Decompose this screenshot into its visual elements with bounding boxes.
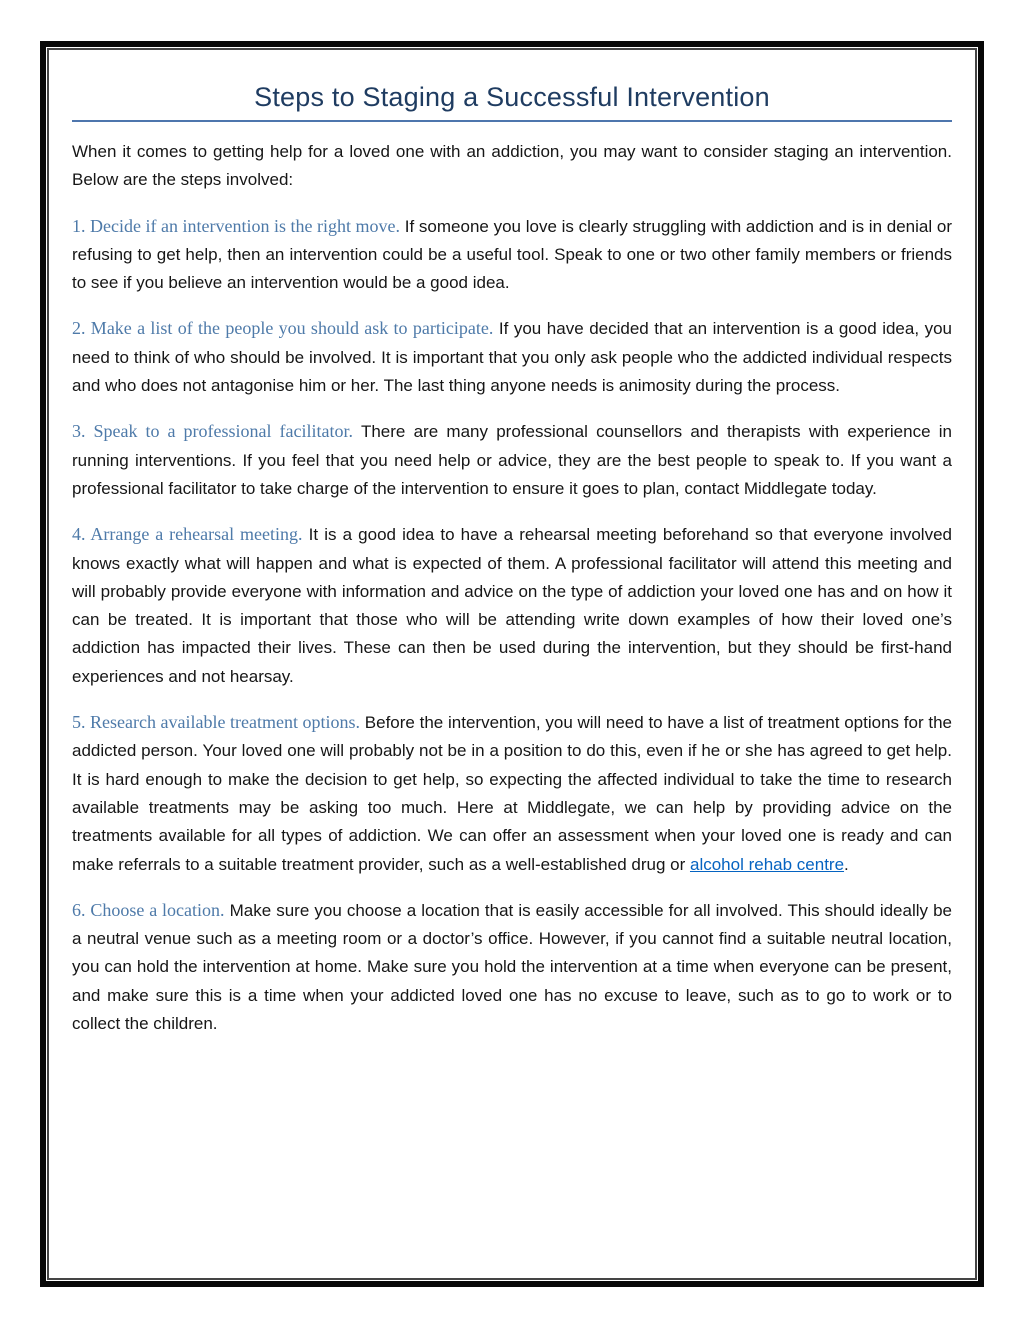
step-4-body: It is a good idea to have a rehearsal meeting beforehand so that everyone involved knows exactly what will happen and what is expected of them. A professional facilitator will attend this meeting and will probably provide everyone with information and advice on the type of addiction your loved one has and on how it can be treated. It is important that those who will be attending write down examples of how their loved one’s addiction has impacted their lives. These can then be used during the intervention, but they should be first-hand experiences and not hearsay. xyxy=(72,525,952,686)
page-border-frame xyxy=(40,41,984,1287)
step-paragraph-2 xyxy=(72,314,952,400)
step-1-body: If someone you love is clearly struggling with addiction and is in denial or refusing to get help, then an intervention could be a useful tool. Speak to one or two other family members or friends to see if you believe an intervention would be a good idea. xyxy=(72,216,952,293)
step-6-lead: 6. Choose a location. xyxy=(72,899,225,920)
title-rule xyxy=(72,120,952,122)
step-paragraph-1 xyxy=(72,212,952,298)
step-paragraph-5 xyxy=(72,708,952,879)
step-3-lead: 3. Speak to a professional facilitator. xyxy=(72,421,354,442)
step-paragraph-4 xyxy=(72,520,952,691)
step-5-body-end: . xyxy=(844,854,849,874)
alcohol-rehab-centre-link[interactable]: alcohol rehab centre xyxy=(689,854,845,874)
step-paragraph-3 xyxy=(72,417,952,503)
step-3-body: There are many professional counsellors and therapists with experience in running interventions. If you feel that you need help or advice, they are the best people to speak to. If you want a professional facilitator to take charge of the intervention to ensure it goes to plan, contact Middlegate today. xyxy=(72,422,952,498)
document-content xyxy=(49,50,975,1278)
step-5-body: Before the intervention, you will need to have a list of treatment options for the addicted person. Your loved one will probably not be in a position to do this, even if he or she has agreed to get help. It is hard enough to make the decision to get help, so expecting the affected individual to take the time to research available treatments may be asking too much. Here at Middlegate, we can help by providing advice on the treatments available for all types of addiction. We can offer an assessment when your loved one is ready and can make referrals to a suitable treatment provider, such as a well-established drug or xyxy=(72,713,953,874)
step-paragraph-6 xyxy=(72,896,952,1038)
step-4-lead: 4. Arrange a rehearsal meeting. xyxy=(72,524,303,545)
step-2-body: If you have decided that an intervention is a good idea, you need to think of who should be involved. It is important that you only ask people who the addicted individual respects and who does not antagonise him or her. The last thing anyone needs is animosity during the process. xyxy=(72,319,952,396)
step-6-body: Make sure you choose a location that is easily accessible for all involved. This should ideally be a neutral venue such as a meeting room or a doctor’s office. However, if you cannot find a suitable neutral location, you can hold the intervention at home. Make sure you hold the intervention at a time when everyone can be present, and make sure this is a time when your addicted loved one has no excuse to leave, such as to go to work or to collect the children. xyxy=(72,900,952,1034)
intro-paragraph: When it comes to getting help for a loved one with an addiction, you may want to consider staging an intervention. Below are the steps involved: xyxy=(72,142,952,190)
step-1-lead: 1. Decide if an intervention is the right move. xyxy=(72,215,400,236)
step-5-lead: 5. Research available treatment options. xyxy=(72,712,361,733)
page-title: Steps to Staging a Successful Intervention xyxy=(254,82,770,112)
step-2-lead: 2. Make a list of the people you should ask to participate. xyxy=(72,318,494,339)
page-border-inner-line xyxy=(47,48,977,1280)
